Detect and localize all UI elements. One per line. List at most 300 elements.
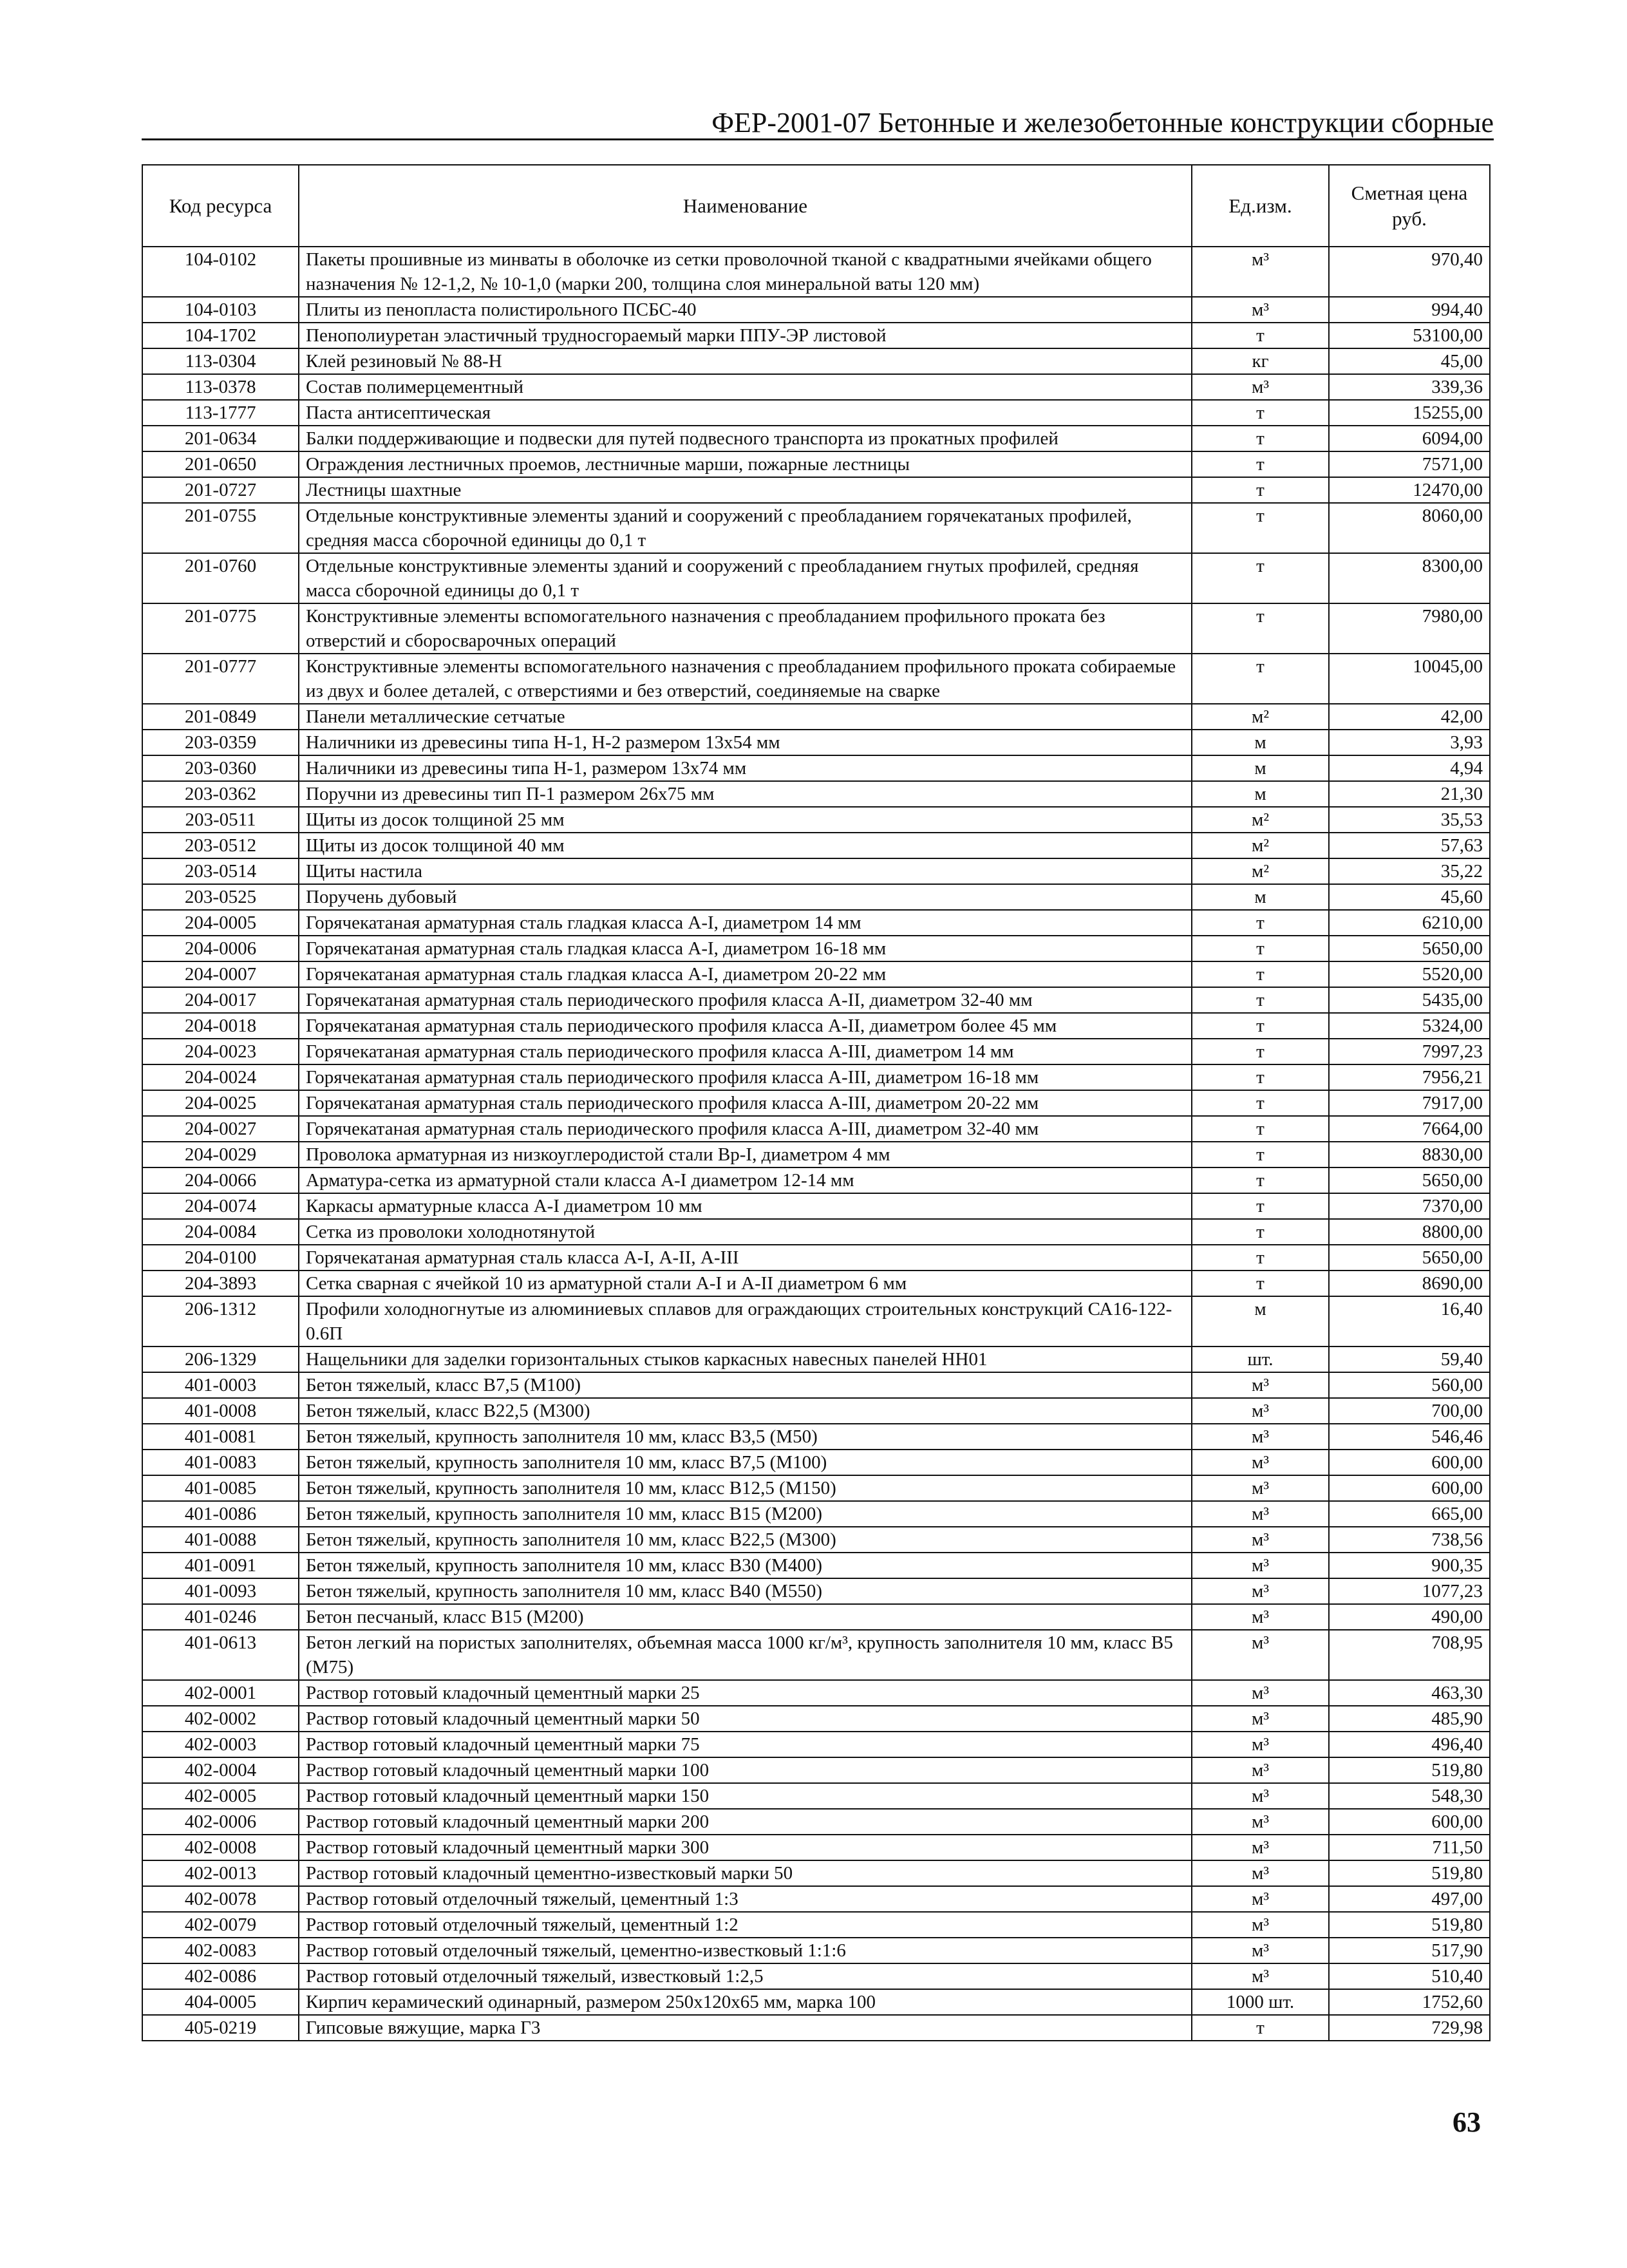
resource-name: Раствор готовый кладочный цементный марки 25 xyxy=(299,1680,1192,1706)
resource-name: Щиты из досок толщиной 40 мм xyxy=(299,833,1192,858)
resource-name: Наличники из древесины типа Н-1, Н-2 размером 13х54 мм xyxy=(299,730,1192,755)
table-row xyxy=(142,1886,1490,1912)
table-row xyxy=(142,1475,1490,1501)
resource-code: 204-3893 xyxy=(142,1271,299,1296)
resource-name: Бетон песчаный, класс В15 (М200) xyxy=(299,1604,1192,1630)
table-row xyxy=(142,1347,1490,1372)
resource-name: Бетон тяжелый, крупность заполнителя 10 мм, класс В7,5 (М100) xyxy=(299,1450,1192,1475)
resource-name: Конструктивные элементы вспомогательного назначения с преобладанием профильного проката собираемые из двух и более деталей, с отверстиями и без отверстий, соединяемые на сварке xyxy=(299,654,1192,704)
unit-of-measure: т xyxy=(1192,1167,1329,1193)
unit-of-measure: м³ xyxy=(1192,1809,1329,1835)
estimated-price: 600,00 xyxy=(1329,1450,1490,1475)
resource-name: Отдельные конструктивные элементы зданий и сооружений с преобладанием горячекатаных профилей, средняя масса сборочной единицы до 0,1 т xyxy=(299,503,1192,553)
table-row xyxy=(142,553,1490,603)
table-row xyxy=(142,400,1490,426)
resource-code: 401-0008 xyxy=(142,1398,299,1424)
unit-of-measure: т xyxy=(1192,961,1329,987)
unit-of-measure: м³ xyxy=(1192,1732,1329,1757)
table-row xyxy=(142,807,1490,833)
column-header-unit: Ед.изм. xyxy=(1192,165,1329,247)
table-row xyxy=(142,1501,1490,1527)
resource-name: Раствор готовый кладочный цементный марки 150 xyxy=(299,1783,1192,1809)
unit-of-measure: т xyxy=(1192,323,1329,348)
resource-code: 104-0102 xyxy=(142,247,299,297)
table-row xyxy=(142,1706,1490,1732)
resource-code: 201-0727 xyxy=(142,477,299,503)
estimated-price: 519,80 xyxy=(1329,1912,1490,1938)
estimated-price: 45,60 xyxy=(1329,884,1490,910)
estimated-price: 463,30 xyxy=(1329,1680,1490,1706)
unit-of-measure: м³ xyxy=(1192,1860,1329,1886)
unit-of-measure: т xyxy=(1192,1219,1329,1245)
unit-of-measure: м xyxy=(1192,730,1329,755)
unit-of-measure: м³ xyxy=(1192,1604,1329,1630)
resource-name: Горячекатаная арматурная сталь гладкая класса А-I, диаметром 16-18 мм xyxy=(299,936,1192,961)
unit-of-measure: м³ xyxy=(1192,1938,1329,1963)
resource-name: Нащельники для заделки горизонтальных стыков каркасных навесных панелей НН01 xyxy=(299,1347,1192,1372)
unit-of-measure: т xyxy=(1192,1245,1329,1271)
table-row xyxy=(142,1064,1490,1090)
unit-of-measure: т xyxy=(1192,553,1329,603)
page-number: 63 xyxy=(1453,2106,1481,2138)
unit-of-measure: 1000 шт. xyxy=(1192,1989,1329,2015)
estimated-price: 45,00 xyxy=(1329,348,1490,374)
resource-code: 206-1312 xyxy=(142,1296,299,1347)
unit-of-measure: т xyxy=(1192,1116,1329,1142)
estimated-price: 7664,00 xyxy=(1329,1116,1490,1142)
table-row xyxy=(142,1116,1490,1142)
unit-of-measure: т xyxy=(1192,451,1329,477)
estimated-price: 490,00 xyxy=(1329,1604,1490,1630)
resource-name: Горячекатаная арматурная сталь гладкая класса А-I, диаметром 14 мм xyxy=(299,910,1192,936)
resource-code: 402-0006 xyxy=(142,1809,299,1835)
table-row xyxy=(142,1732,1490,1757)
table-row xyxy=(142,323,1490,348)
estimated-price: 8800,00 xyxy=(1329,1219,1490,1245)
table-row xyxy=(142,730,1490,755)
column-header-code: Код ресурса xyxy=(142,165,299,247)
resource-code: 203-0360 xyxy=(142,755,299,781)
table-row xyxy=(142,987,1490,1013)
estimated-price: 15255,00 xyxy=(1329,400,1490,426)
unit-of-measure: м³ xyxy=(1192,1501,1329,1527)
estimated-price: 600,00 xyxy=(1329,1475,1490,1501)
unit-of-measure: т xyxy=(1192,1090,1329,1116)
resource-code: 402-0001 xyxy=(142,1680,299,1706)
column-header-name: Наименование xyxy=(299,165,1192,247)
resource-name: Пенополиуретан эластичный трудносгораемый марки ППУ-ЭР листовой xyxy=(299,323,1192,348)
resource-name: Раствор готовый кладочный цементный марки 75 xyxy=(299,1732,1192,1757)
table-row xyxy=(142,1271,1490,1296)
resource-name: Горячекатаная арматурная сталь периодического профиля класса А-II, диаметром 32-40 мм xyxy=(299,987,1192,1013)
estimated-price: 35,22 xyxy=(1329,858,1490,884)
resource-code: 201-0634 xyxy=(142,426,299,451)
unit-of-measure: т xyxy=(1192,987,1329,1013)
resource-code: 201-0775 xyxy=(142,603,299,654)
table-row xyxy=(142,2015,1490,2041)
resource-code: 402-0013 xyxy=(142,1860,299,1886)
estimated-price: 8690,00 xyxy=(1329,1271,1490,1296)
estimated-price: 7917,00 xyxy=(1329,1090,1490,1116)
unit-of-measure: м³ xyxy=(1192,247,1329,297)
unit-of-measure: м xyxy=(1192,781,1329,807)
unit-of-measure: м³ xyxy=(1192,374,1329,400)
table-row xyxy=(142,1989,1490,2015)
estimated-price: 7980,00 xyxy=(1329,603,1490,654)
unit-of-measure: т xyxy=(1192,654,1329,704)
resource-code: 206-1329 xyxy=(142,1347,299,1372)
estimated-price: 5650,00 xyxy=(1329,1167,1490,1193)
resource-code: 203-0512 xyxy=(142,833,299,858)
unit-of-measure: м³ xyxy=(1192,1963,1329,1989)
unit-of-measure: м³ xyxy=(1192,1757,1329,1783)
unit-of-measure: м³ xyxy=(1192,1450,1329,1475)
unit-of-measure: м³ xyxy=(1192,1706,1329,1732)
table-row xyxy=(142,1193,1490,1219)
table-row xyxy=(142,755,1490,781)
estimated-price: 57,63 xyxy=(1329,833,1490,858)
estimated-price: 21,30 xyxy=(1329,781,1490,807)
resource-name: Профили холодногнутые из алюминиевых сплавов для ограждающих строительных конструкций СА16-122-0.6П xyxy=(299,1296,1192,1347)
resource-name: Раствор готовый отделочный тяжелый, цементно-известковый 1:1:6 xyxy=(299,1938,1192,1963)
resource-code: 204-0024 xyxy=(142,1064,299,1090)
resource-name: Наличники из древесины типа Н-1, размером 13х74 мм xyxy=(299,755,1192,781)
estimated-price: 12470,00 xyxy=(1329,477,1490,503)
estimated-price: 560,00 xyxy=(1329,1372,1490,1398)
resource-code: 402-0003 xyxy=(142,1732,299,1757)
resource-code: 204-0006 xyxy=(142,936,299,961)
resource-code: 203-0511 xyxy=(142,807,299,833)
table-row xyxy=(142,247,1490,297)
unit-of-measure: т xyxy=(1192,936,1329,961)
unit-of-measure: м³ xyxy=(1192,1372,1329,1398)
resource-name: Раствор готовый кладочный цементный марки 200 xyxy=(299,1809,1192,1835)
resource-code: 402-0086 xyxy=(142,1963,299,1989)
estimated-price: 1752,60 xyxy=(1329,1989,1490,2015)
resource-name: Бетон тяжелый, класс В22,5 (М300) xyxy=(299,1398,1192,1424)
resource-name: Бетон тяжелый, крупность заполнителя 10 мм, класс В15 (М200) xyxy=(299,1501,1192,1527)
resource-name: Горячекатаная арматурная сталь гладкая класса А-I, диаметром 20-22 мм xyxy=(299,961,1192,987)
table-row xyxy=(142,1578,1490,1604)
resource-code: 104-1702 xyxy=(142,323,299,348)
estimated-price: 496,40 xyxy=(1329,1732,1490,1757)
unit-of-measure: т xyxy=(1192,1039,1329,1064)
resource-code: 402-0005 xyxy=(142,1783,299,1809)
unit-of-measure: м³ xyxy=(1192,1527,1329,1553)
resource-code: 401-0083 xyxy=(142,1450,299,1475)
table-row xyxy=(142,1398,1490,1424)
resource-name: Горячекатаная арматурная сталь периодического профиля класса А-III, диаметром 32-40 мм xyxy=(299,1116,1192,1142)
estimated-price: 548,30 xyxy=(1329,1783,1490,1809)
unit-of-measure: м³ xyxy=(1192,297,1329,323)
resource-code: 401-0003 xyxy=(142,1372,299,1398)
estimated-price: 6210,00 xyxy=(1329,910,1490,936)
table-row xyxy=(142,936,1490,961)
resource-name: Горячекатаная арматурная сталь периодического профиля класса А-III, диаметром 16-18 мм xyxy=(299,1064,1192,1090)
unit-of-measure: шт. xyxy=(1192,1347,1329,1372)
estimated-price: 711,50 xyxy=(1329,1835,1490,1860)
estimated-price: 59,40 xyxy=(1329,1347,1490,1372)
estimated-price: 519,80 xyxy=(1329,1757,1490,1783)
table-row xyxy=(142,503,1490,553)
resource-name: Клей резиновый № 88-Н xyxy=(299,348,1192,374)
resource-code: 204-0066 xyxy=(142,1167,299,1193)
table-row xyxy=(142,1527,1490,1553)
estimated-price: 729,98 xyxy=(1329,2015,1490,2041)
estimated-price: 8830,00 xyxy=(1329,1142,1490,1167)
unit-of-measure: м xyxy=(1192,1296,1329,1347)
table-row xyxy=(142,1757,1490,1783)
resource-name: Бетон тяжелый, крупность заполнителя 10 мм, класс В30 (М400) xyxy=(299,1553,1192,1578)
table-row xyxy=(142,603,1490,654)
estimated-price: 970,40 xyxy=(1329,247,1490,297)
resource-name: Сетка из проволоки холоднотянутой xyxy=(299,1219,1192,1245)
resource-code: 401-0088 xyxy=(142,1527,299,1553)
table-row xyxy=(142,1450,1490,1475)
resource-code: 402-0002 xyxy=(142,1706,299,1732)
estimated-price: 5650,00 xyxy=(1329,936,1490,961)
header-divider xyxy=(142,138,1494,140)
resource-name: Каркасы арматурные класса А-I диаметром 10 мм xyxy=(299,1193,1192,1219)
resource-code: 401-0086 xyxy=(142,1501,299,1527)
table-row xyxy=(142,1039,1490,1064)
estimated-price: 700,00 xyxy=(1329,1398,1490,1424)
table-row xyxy=(142,451,1490,477)
estimated-price: 7956,21 xyxy=(1329,1064,1490,1090)
estimated-price: 708,95 xyxy=(1329,1630,1490,1680)
estimated-price: 900,35 xyxy=(1329,1553,1490,1578)
table-row xyxy=(142,1296,1490,1347)
resource-name: Горячекатаная арматурная сталь класса А-I, А-II, А-III xyxy=(299,1245,1192,1271)
estimated-price: 35,53 xyxy=(1329,807,1490,833)
resource-code: 204-0025 xyxy=(142,1090,299,1116)
resource-code: 401-0246 xyxy=(142,1604,299,1630)
resource-code: 201-0777 xyxy=(142,654,299,704)
estimated-price: 994,40 xyxy=(1329,297,1490,323)
resource-code: 204-0023 xyxy=(142,1039,299,1064)
unit-of-measure: т xyxy=(1192,503,1329,553)
resource-name: Гипсовые вяжущие, марка Г3 xyxy=(299,2015,1192,2041)
table-header-row xyxy=(142,165,1490,247)
resource-name: Балки поддерживающие и подвески для путей подвесного транспорта из прокатных профилей xyxy=(299,426,1192,451)
resource-code: 203-0525 xyxy=(142,884,299,910)
resource-code: 204-0029 xyxy=(142,1142,299,1167)
unit-of-measure: т xyxy=(1192,1193,1329,1219)
table-row xyxy=(142,374,1490,400)
unit-of-measure: м³ xyxy=(1192,1783,1329,1809)
unit-of-measure: м³ xyxy=(1192,1578,1329,1604)
resource-code: 204-0074 xyxy=(142,1193,299,1219)
resource-code: 201-0760 xyxy=(142,553,299,603)
resource-name: Арматура-сетка из арматурной стали класса А-I диаметром 12-14 мм xyxy=(299,1167,1192,1193)
table-row xyxy=(142,477,1490,503)
table-row xyxy=(142,1013,1490,1039)
resource-code: 204-0027 xyxy=(142,1116,299,1142)
table-row xyxy=(142,858,1490,884)
estimated-price: 10045,00 xyxy=(1329,654,1490,704)
table-row xyxy=(142,961,1490,987)
unit-of-measure: т xyxy=(1192,603,1329,654)
table-row xyxy=(142,704,1490,730)
table-row xyxy=(142,1219,1490,1245)
resource-code: 204-0005 xyxy=(142,910,299,936)
resource-code: 201-0755 xyxy=(142,503,299,553)
unit-of-measure: т xyxy=(1192,477,1329,503)
unit-of-measure: м² xyxy=(1192,858,1329,884)
resource-name: Раствор готовый кладочный цементный марки 300 xyxy=(299,1835,1192,1860)
estimated-price: 8300,00 xyxy=(1329,553,1490,603)
resource-code: 204-0100 xyxy=(142,1245,299,1271)
estimated-price: 16,40 xyxy=(1329,1296,1490,1347)
estimated-price: 738,56 xyxy=(1329,1527,1490,1553)
unit-of-measure: т xyxy=(1192,1064,1329,1090)
resource-name: Раствор готовый кладочный цементно-известковый марки 50 xyxy=(299,1860,1192,1886)
resource-code: 204-0007 xyxy=(142,961,299,987)
resource-code: 203-0362 xyxy=(142,781,299,807)
resource-name: Кирпич керамический одинарный, размером 250х120х65 мм, марка 100 xyxy=(299,1989,1192,2015)
resource-code: 201-0849 xyxy=(142,704,299,730)
resource-name: Поручень дубовый xyxy=(299,884,1192,910)
estimated-price: 53100,00 xyxy=(1329,323,1490,348)
resource-name: Бетон легкий на пористых заполнителях, объемная масса 1000 кг/м³, крупность заполнителя 10 мм, класс В5 (М75) xyxy=(299,1630,1192,1680)
estimated-price: 5435,00 xyxy=(1329,987,1490,1013)
unit-of-measure: т xyxy=(1192,910,1329,936)
unit-of-measure: м² xyxy=(1192,704,1329,730)
resource-name: Раствор готовый кладочный цементный марки 50 xyxy=(299,1706,1192,1732)
resource-code: 113-1777 xyxy=(142,400,299,426)
resource-name: Поручни из древесины тип П-1 размером 26х75 мм xyxy=(299,781,1192,807)
page-header-title: ФЕР-2001-07 Бетонные и железобетонные конструкции сборные xyxy=(711,107,1494,138)
unit-of-measure: м³ xyxy=(1192,1835,1329,1860)
unit-of-measure: т xyxy=(1192,426,1329,451)
resource-name: Проволока арматурная из низкоуглеродистой стали Вр-I, диаметром 4 мм xyxy=(299,1142,1192,1167)
resource-name: Горячекатаная арматурная сталь периодического профиля класса А-II, диаметром более 45 мм xyxy=(299,1013,1192,1039)
resource-name: Раствор готовый отделочный тяжелый, известковый 1:2,5 xyxy=(299,1963,1192,1989)
table-row xyxy=(142,426,1490,451)
table-row xyxy=(142,833,1490,858)
table-row xyxy=(142,1553,1490,1578)
estimated-price: 546,46 xyxy=(1329,1424,1490,1450)
resource-name: Бетон тяжелый, крупность заполнителя 10 мм, класс В3,5 (М50) xyxy=(299,1424,1192,1450)
estimated-price: 3,93 xyxy=(1329,730,1490,755)
table-row xyxy=(142,1245,1490,1271)
resource-name: Бетон тяжелый, крупность заполнителя 10 мм, класс В22,5 (М300) xyxy=(299,1527,1192,1553)
resource-name: Горячекатаная арматурная сталь периодического профиля класса А-III, диаметром 14 мм xyxy=(299,1039,1192,1064)
table-row xyxy=(142,1963,1490,1989)
table-row xyxy=(142,1783,1490,1809)
estimated-price: 517,90 xyxy=(1329,1938,1490,1963)
estimated-price: 600,00 xyxy=(1329,1809,1490,1835)
resource-code: 402-0008 xyxy=(142,1835,299,1860)
unit-of-measure: м³ xyxy=(1192,1912,1329,1938)
table-row xyxy=(142,1604,1490,1630)
resource-code: 404-0005 xyxy=(142,1989,299,2015)
table-row xyxy=(142,1372,1490,1398)
estimated-price: 665,00 xyxy=(1329,1501,1490,1527)
estimated-price: 7370,00 xyxy=(1329,1193,1490,1219)
resource-name: Бетон тяжелый, крупность заполнителя 10 мм, класс В12,5 (М150) xyxy=(299,1475,1192,1501)
table-row xyxy=(142,1630,1490,1680)
table-row xyxy=(142,910,1490,936)
unit-of-measure: т xyxy=(1192,1013,1329,1039)
resource-price-table xyxy=(142,164,1491,2041)
resource-name: Панели металлические сетчатые xyxy=(299,704,1192,730)
estimated-price: 510,40 xyxy=(1329,1963,1490,1989)
estimated-price: 7997,23 xyxy=(1329,1039,1490,1064)
resource-code: 401-0081 xyxy=(142,1424,299,1450)
resource-code: 201-0650 xyxy=(142,451,299,477)
unit-of-measure: м xyxy=(1192,884,1329,910)
table-row xyxy=(142,1835,1490,1860)
resource-name: Раствор готовый отделочный тяжелый, цементный 1:2 xyxy=(299,1912,1192,1938)
resource-code: 401-0093 xyxy=(142,1578,299,1604)
resource-code: 204-0084 xyxy=(142,1219,299,1245)
estimated-price: 42,00 xyxy=(1329,704,1490,730)
resource-code: 401-0613 xyxy=(142,1630,299,1680)
table-row xyxy=(142,884,1490,910)
resource-name: Горячекатаная арматурная сталь периодического профиля класса А-III, диаметром 20-22 мм xyxy=(299,1090,1192,1116)
resource-name: Конструктивные элементы вспомогательного назначения с преобладанием профильного проката без отверстий и сборосварочных операций xyxy=(299,603,1192,654)
estimated-price: 1077,23 xyxy=(1329,1578,1490,1604)
resource-name: Раствор готовый кладочный цементный марки 100 xyxy=(299,1757,1192,1783)
table-row xyxy=(142,1938,1490,1963)
table-row xyxy=(142,1860,1490,1886)
estimated-price: 5650,00 xyxy=(1329,1245,1490,1271)
table-row xyxy=(142,1809,1490,1835)
resource-code: 402-0079 xyxy=(142,1912,299,1938)
table-row xyxy=(142,348,1490,374)
resource-name: Бетон тяжелый, класс В7,5 (М100) xyxy=(299,1372,1192,1398)
resource-code: 401-0085 xyxy=(142,1475,299,1501)
table-row xyxy=(142,781,1490,807)
unit-of-measure: м² xyxy=(1192,807,1329,833)
estimated-price: 5520,00 xyxy=(1329,961,1490,987)
unit-of-measure: т xyxy=(1192,1271,1329,1296)
resource-name: Раствор готовый отделочный тяжелый, цементный 1:3 xyxy=(299,1886,1192,1912)
table-row xyxy=(142,1680,1490,1706)
resource-code: 104-0103 xyxy=(142,297,299,323)
resource-code: 204-0018 xyxy=(142,1013,299,1039)
resource-code: 402-0083 xyxy=(142,1938,299,1963)
resource-code: 203-0514 xyxy=(142,858,299,884)
unit-of-measure: м xyxy=(1192,755,1329,781)
resource-code: 203-0359 xyxy=(142,730,299,755)
estimated-price: 485,90 xyxy=(1329,1706,1490,1732)
resource-code: 113-0304 xyxy=(142,348,299,374)
resource-code: 113-0378 xyxy=(142,374,299,400)
resource-name: Плиты из пенопласта полистирольного ПСБС-40 xyxy=(299,297,1192,323)
unit-of-measure: т xyxy=(1192,1142,1329,1167)
resource-name: Ограждения лестничных проемов, лестничные марши, пожарные лестницы xyxy=(299,451,1192,477)
resource-name: Щиты из досок толщиной 25 мм xyxy=(299,807,1192,833)
table-row xyxy=(142,1167,1490,1193)
unit-of-measure: т xyxy=(1192,2015,1329,2041)
estimated-price: 519,80 xyxy=(1329,1860,1490,1886)
resource-name: Лестницы шахтные xyxy=(299,477,1192,503)
resource-code: 401-0091 xyxy=(142,1553,299,1578)
table-row xyxy=(142,1424,1490,1450)
resource-code: 402-0078 xyxy=(142,1886,299,1912)
estimated-price: 6094,00 xyxy=(1329,426,1490,451)
unit-of-measure: м³ xyxy=(1192,1424,1329,1450)
table-row xyxy=(142,297,1490,323)
unit-of-measure: м² xyxy=(1192,833,1329,858)
table-row xyxy=(142,654,1490,704)
table-body xyxy=(142,247,1490,2041)
estimated-price: 4,94 xyxy=(1329,755,1490,781)
column-header-price: Сметная цена руб. xyxy=(1329,165,1490,247)
resource-name: Состав полимерцементный xyxy=(299,374,1192,400)
